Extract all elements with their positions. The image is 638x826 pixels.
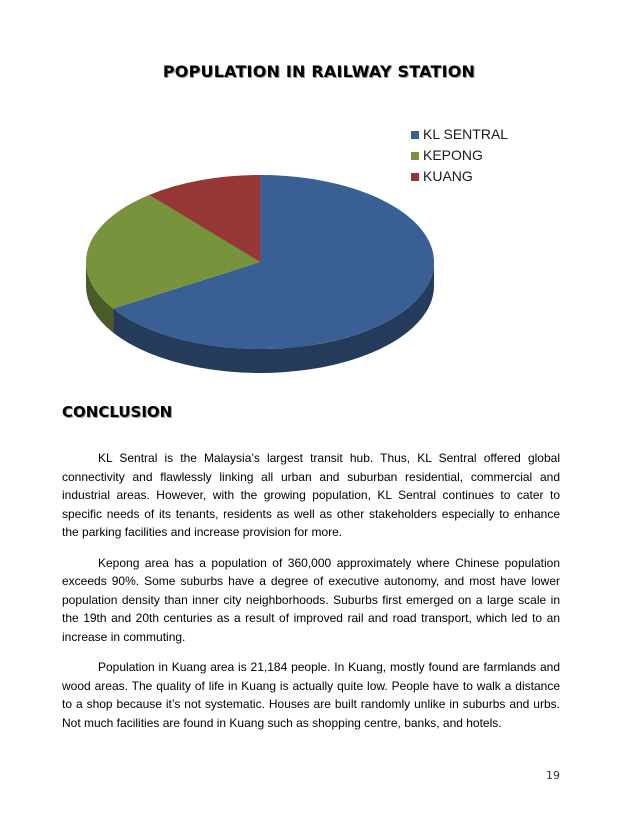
legend-item-kl-sentral [411,124,508,145]
paragraph-kepong: Kepong area has a population of 360,000 approximately where Chinese population exceeds 90%. Some suburbs have a degree of executive autonomy, and most have lower population density than inner city neighborhoods. Suburbs first emerged on a large scale in the 19th and 20th centuries as a result of improved rail and road transport, which led to an increase in commuting. [62,555,560,644]
legend-item-kuang [411,166,508,187]
legend-label-kuang: KUANG [423,168,473,184]
legend-label-kepong: KEPONG [423,147,483,163]
legend-swatch-kuang [411,173,419,181]
legend-swatch-kepong [411,152,419,160]
section-heading: CONCLUSION [62,403,173,421]
legend-label-kl-sentral: KL SENTRAL [423,126,509,142]
document-body [62,449,560,744]
legend-item-kepong [411,145,508,166]
paragraph-kl-sentral: KL Sentral is the Malaysia’s largest transit hub. Thus, KL Sentral offered global connectivity and flawlessly linking all urban and suburban residential, commercial and industrial areas. However, with the growing population, KL Sentral continues to cater to specific needs of its tenants, residents as well as other stakeholders especially to enhance the parking facilities and increase provision for more. [62,451,560,539]
page-number: 19 [546,769,560,782]
pie-chart [0,0,638,400]
chart-title: POPULATION IN RAILWAY STATION [162,62,476,81]
legend-swatch-kl-sentral [411,131,419,139]
paragraph-kuang: Population in Kuang area is 21,184 people. In Kuang, mostly found are farmlands and wood areas. The quality of life in Kuang is actually quite low. People have to walk a distance to a shop because it’s not systematic. Houses are built randomly unlike in suburbs and urbs. Not much facilities are found in Kuang such as shopping centre, banks, and hotels. [62,660,560,730]
chart-legend [411,124,508,187]
